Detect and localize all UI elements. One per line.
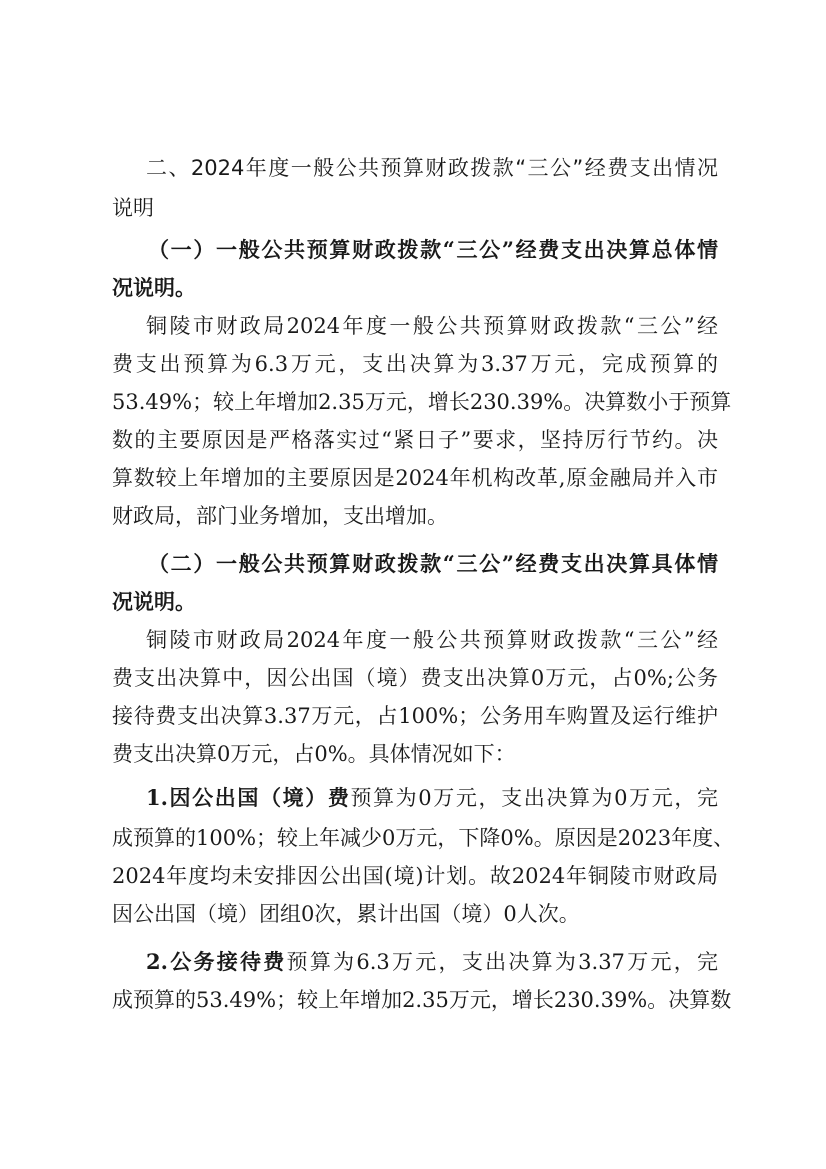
body-line (112, 349, 718, 379)
text: 接待费支出决算3.37万元，占100%；公务用车购置及运行维护 (112, 704, 718, 728)
text: 费支出决算中，因公出国（境）费支出决算0万元，占0%;公务 (112, 666, 718, 690)
text: 预算为0万元，支出决算为0万元，完 (350, 786, 718, 810)
body-line (112, 861, 718, 891)
text: 因公出国（境）团组0次，累计出国（境）0人次。 (112, 902, 580, 926)
bold-text: 况说明。 (112, 275, 196, 300)
body-line (112, 663, 718, 693)
body-line (146, 783, 718, 813)
body-line (112, 739, 718, 769)
text: 铜陵市财政局2024年度一般公共预算财政拨款“三公”经 (146, 628, 718, 652)
body-line (146, 625, 718, 655)
text: 数的主要原因是严格落实过“紧日子”要求，坚持厉行节约。决 (112, 428, 718, 452)
bold-text: 1.因公出国（境）费 (146, 785, 351, 810)
body-line (112, 387, 732, 417)
text: 成预算的100%；较上年减少0万元，下降0%。原因是2023年度、 (112, 826, 735, 850)
subsection-title-line (112, 273, 718, 303)
bold-text: （二）一般公共预算财政拨款“三公”经费支出决算具体情 (148, 551, 718, 576)
body-line (112, 701, 718, 731)
text: 说明 (112, 196, 154, 220)
body-line (112, 425, 718, 455)
text: 预算为6.3万元，支出决算为3.37万元，完 (286, 950, 718, 974)
text: 2024年度均未安排因公出国(境)计划。故2024年铜陵市财政局 (112, 864, 718, 888)
body-line (146, 947, 718, 977)
text: 财政局，部门业务增加，支出增加。 (112, 504, 448, 528)
text: 成预算的53.49%；较上年增加2.35万元，增长230.39%。决算数 (112, 988, 732, 1012)
subsection-title-line (148, 549, 718, 579)
body-line (146, 311, 718, 341)
body-line (112, 899, 718, 929)
text: 算数较上年增加的主要原因是2024年机构改革,原金融局并入市 (112, 466, 718, 490)
text: 53.49%；较上年增加2.35万元，增长230.39%。决算数小于预算 (112, 390, 732, 414)
bold-text: 2.公务接待费 (146, 949, 287, 974)
body-line (112, 501, 718, 531)
bold-text: （一）一般公共预算财政拨款“三公”经费支出决算总体情 (148, 237, 718, 262)
subsection-title-line (148, 235, 718, 265)
text: 费支出预算为6.3万元，支出决算为3.37万元，完成预算的 (112, 352, 718, 376)
text: 二、2024年度一般公共预算财政拨款“三公”经费支出情况 (146, 156, 718, 180)
section-title-line (146, 153, 718, 183)
section-title-line (112, 193, 718, 223)
text: 费支出决算0万元，占0%。具体情况如下： (112, 742, 516, 766)
subsection-title-line (112, 587, 718, 617)
bold-text: 况说明。 (112, 589, 196, 614)
text: 铜陵市财政局2024年度一般公共预算财政拨款“三公”经 (146, 314, 718, 338)
body-line (112, 985, 732, 1015)
body-line (112, 463, 718, 493)
body-line (112, 823, 735, 853)
